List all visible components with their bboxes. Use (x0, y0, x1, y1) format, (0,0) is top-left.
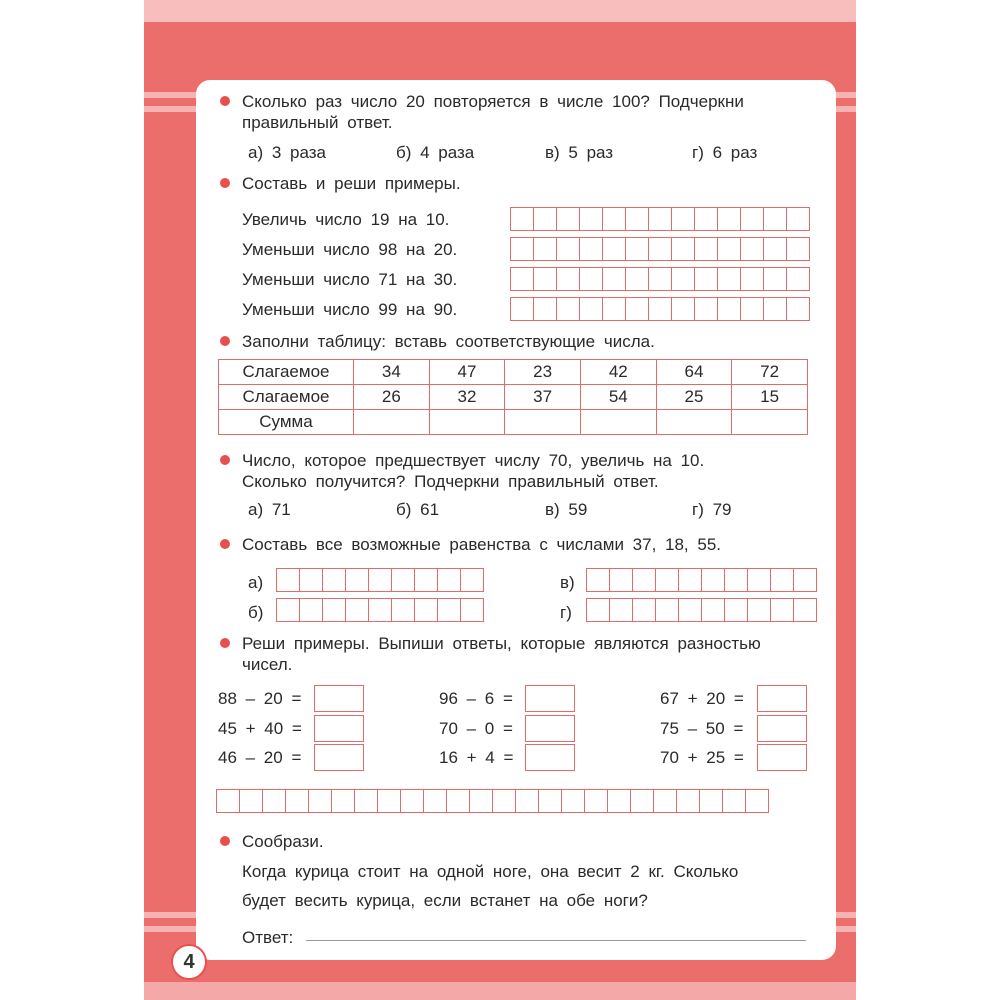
q4-option-b[interactable]: б) 61 (396, 500, 440, 519)
q7-text-line2: будет весить курица, если встанет на обе ноги? (242, 891, 648, 910)
decor-stripe (144, 926, 196, 932)
table-cell: 42 (580, 360, 656, 385)
q7-title: Сообрази. (242, 832, 324, 851)
q5-label-b: б) (248, 603, 264, 622)
q5-label-d: г) (560, 603, 572, 622)
q2-title: Составь и реши примеры. (242, 174, 461, 193)
q1-option-d[interactable]: г) 6 раз (692, 143, 758, 162)
q2-row-2: Уменьши число 98 на 20. (242, 240, 458, 259)
bullet-icon (220, 178, 230, 188)
q6-answer-box[interactable] (757, 685, 807, 712)
q6-answer-box[interactable] (525, 715, 575, 742)
q6-answer-box[interactable] (314, 744, 364, 771)
table-cell: 64 (656, 360, 732, 385)
decor-stripe (144, 106, 196, 112)
q1-option-c[interactable]: в) 5 раз (545, 143, 614, 162)
decor-stripe (836, 926, 856, 932)
page-number: 4 (171, 944, 207, 980)
sum-cell[interactable] (732, 410, 808, 435)
q2-answer-grid-2[interactable] (510, 237, 809, 261)
q2-answer-grid-1[interactable] (510, 207, 809, 231)
q4-text-line2: Сколько получится? Подчеркни правильный ответ. (242, 472, 659, 491)
table-cell: 37 (505, 385, 581, 410)
q6-example: 45 + 40 = (218, 719, 302, 738)
q6-answer-box[interactable] (525, 744, 575, 771)
table-cell: 32 (429, 385, 505, 410)
table-cell: 34 (354, 360, 430, 385)
answer-label: Ответ: (242, 928, 294, 947)
decor-stripe (836, 92, 856, 98)
q6-example: 96 – 6 = (439, 689, 513, 708)
table-cell: 47 (429, 360, 505, 385)
bullet-icon (220, 638, 230, 648)
q6-example: 70 + 25 = (660, 748, 744, 767)
q4-option-c[interactable]: в) 59 (545, 500, 588, 519)
q6-answer-box[interactable] (314, 685, 364, 712)
decor-stripe (144, 92, 196, 98)
q1-option-b[interactable]: б) 4 раза (396, 143, 475, 162)
q2-answer-grid-3[interactable] (510, 267, 809, 291)
row-label: Сумма (219, 410, 354, 435)
q1-text-line1: Сколько раз число 20 повторяется в числе 100? Подчеркни (242, 92, 744, 111)
row-label: Слагаемое (219, 385, 354, 410)
decor-stripe (836, 106, 856, 112)
q6-example: 70 – 0 = (439, 719, 513, 738)
q6-answer-box[interactable] (314, 715, 364, 742)
q2-row-1: Увеличь число 19 на 10. (242, 210, 450, 229)
table-row (219, 360, 808, 385)
q4-text-line1: Число, которое предшествует числу 70, увеличь на 10. (242, 451, 705, 470)
decor-stripe (836, 912, 856, 918)
q5-answer-grid-c[interactable] (586, 568, 816, 592)
q5-answer-grid-b[interactable] (276, 598, 483, 622)
q5-label-a: а) (248, 573, 264, 592)
q1-option-a[interactable]: а) 3 раза (248, 143, 326, 162)
top-band (144, 0, 856, 22)
q6-example: 46 – 20 = (218, 748, 302, 767)
q6-answer-box[interactable] (757, 715, 807, 742)
q6-answer-box[interactable] (525, 685, 575, 712)
q5-title: Составь все возможные равенства с числами 37, 18, 55. (242, 535, 722, 554)
q7-text-line1: Когда курица стоит на одной ноге, она весит 2 кг. Сколько (242, 862, 739, 881)
sum-cell[interactable] (354, 410, 430, 435)
sum-cell[interactable] (656, 410, 732, 435)
sum-cell[interactable] (580, 410, 656, 435)
q3-title: Заполни таблицу: вставь соответствующие числа. (242, 332, 655, 351)
q6-example: 88 – 20 = (218, 689, 302, 708)
table-row (219, 410, 808, 435)
q6-example: 16 + 4 = (439, 748, 514, 767)
bullet-icon (220, 336, 230, 346)
q6-text-line1: Реши примеры. Выпиши ответы, которые являются разностью (242, 634, 761, 653)
table-cell: 15 (732, 385, 808, 410)
row-label: Слагаемое (219, 360, 354, 385)
table-cell: 26 (354, 385, 430, 410)
q5-answer-grid-a[interactable] (276, 568, 483, 592)
table-row (219, 385, 808, 410)
q6-text-line2: чисел. (242, 655, 293, 674)
q6-answer-box[interactable] (757, 744, 807, 771)
answer-line[interactable] (306, 940, 806, 941)
sum-cell[interactable] (505, 410, 581, 435)
q4-option-a[interactable]: а) 71 (248, 500, 291, 519)
q5-label-c: в) (560, 573, 575, 592)
table-cell: 25 (656, 385, 732, 410)
q5-answer-grid-d[interactable] (586, 598, 816, 622)
q1-text-line2: правильный ответ. (242, 113, 393, 132)
decor-stripe (144, 912, 196, 918)
sum-table (218, 359, 808, 435)
table-cell: 72 (732, 360, 808, 385)
bullet-icon (220, 836, 230, 846)
table-cell: 54 (580, 385, 656, 410)
q2-answer-grid-4[interactable] (510, 297, 809, 321)
q4-option-d[interactable]: г) 79 (692, 500, 732, 519)
q6-example: 67 + 20 = (660, 689, 744, 708)
q6-example: 75 – 50 = (660, 719, 744, 738)
bullet-icon (220, 96, 230, 106)
bullet-icon (220, 539, 230, 549)
sum-cell[interactable] (429, 410, 505, 435)
q6-differences-grid[interactable] (216, 789, 768, 813)
bullet-icon (220, 455, 230, 465)
q2-row-4: Уменьши число 99 на 90. (242, 300, 458, 319)
table-cell: 23 (505, 360, 581, 385)
q2-row-3: Уменьши число 71 на 30. (242, 270, 458, 289)
